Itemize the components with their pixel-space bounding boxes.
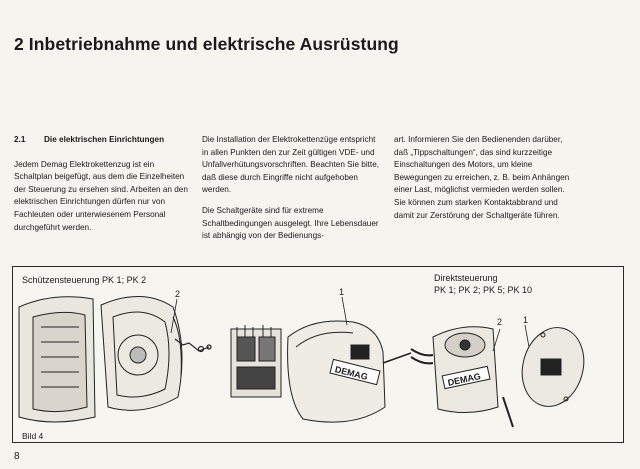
- housing-label: DEMAG: [446, 371, 482, 388]
- figure-title-right: [434, 273, 532, 296]
- figure-title-right-line1: Direktsteuerung: [434, 273, 498, 283]
- page-number: 8: [14, 451, 20, 462]
- cover-plate-right: [514, 321, 593, 414]
- paragraph: Die Installation der Elektrokettenzüge entspricht in allen Punkten den zur Zeit gültigen VDE- und Unfallverhütungsvorschriften. Beachten Sie bitte, daß diese durch Eingriffe nicht aufgehoben werden.: [202, 135, 380, 195]
- callout-number: 1: [523, 315, 529, 325]
- section-number: 2.1: [14, 135, 26, 144]
- paragraph: Jedem Demag Elektrokettenzug ist ein Schaltplan beigefügt, aus dem die Einzelheiten der Steuerung zu ersehen sind. Arbeiten an den elektrischen Einrichtungen dürfen nur von Fachleuten oder unterwiesenem Personal durchgeführt werden.: [14, 159, 188, 232]
- cable-right: [503, 397, 513, 427]
- figure-frame: [12, 266, 624, 443]
- housing-label: DEMAG: [333, 364, 369, 383]
- callout-number: 1: [339, 287, 345, 297]
- leader-line: [525, 325, 529, 347]
- hoist-housing-right: [383, 327, 498, 413]
- contactor-panel: [231, 325, 281, 397]
- callout-number: 2: [497, 317, 503, 327]
- text-column-3: [394, 134, 572, 230]
- page-title: 2 Inbetriebnahme und elektrische Ausrüstung: [14, 34, 399, 54]
- callout-number: 2: [175, 289, 181, 299]
- section-title: Die elektrischen Einrichtungen: [44, 135, 165, 144]
- paragraph: Die Schaltgeräte sind für extreme Schaltbedingungen ausgelegt. Ihre Lebensdauer ist abhängig von der Bedienungs-: [202, 205, 379, 241]
- figure-caption: Bild 4: [22, 431, 44, 441]
- paragraph: art. Informieren Sie den Bedienenden darüber, daß „Tippschaltungen“, das sind kurzzeitige Einschaltungen des Motors, um kleine Bewegungen zu erreichen, z. B. beim Anhängen einer Last, möglichst vermieden werden sollen. Sie können zum starken Kontaktabbrand und damit zur Zerstörung der Schaltgeräte führen.: [394, 135, 570, 220]
- section-heading: [14, 134, 192, 147]
- figure-title-left: Schützensteuerung PK 1; PK 2: [22, 275, 147, 285]
- text-column-2: [202, 134, 380, 251]
- text-column-1: [14, 134, 192, 242]
- hoist-housing-left: [19, 296, 182, 422]
- figure-title-right-line2: PK 1; PK 2; PK 5; PK 10: [434, 284, 533, 295]
